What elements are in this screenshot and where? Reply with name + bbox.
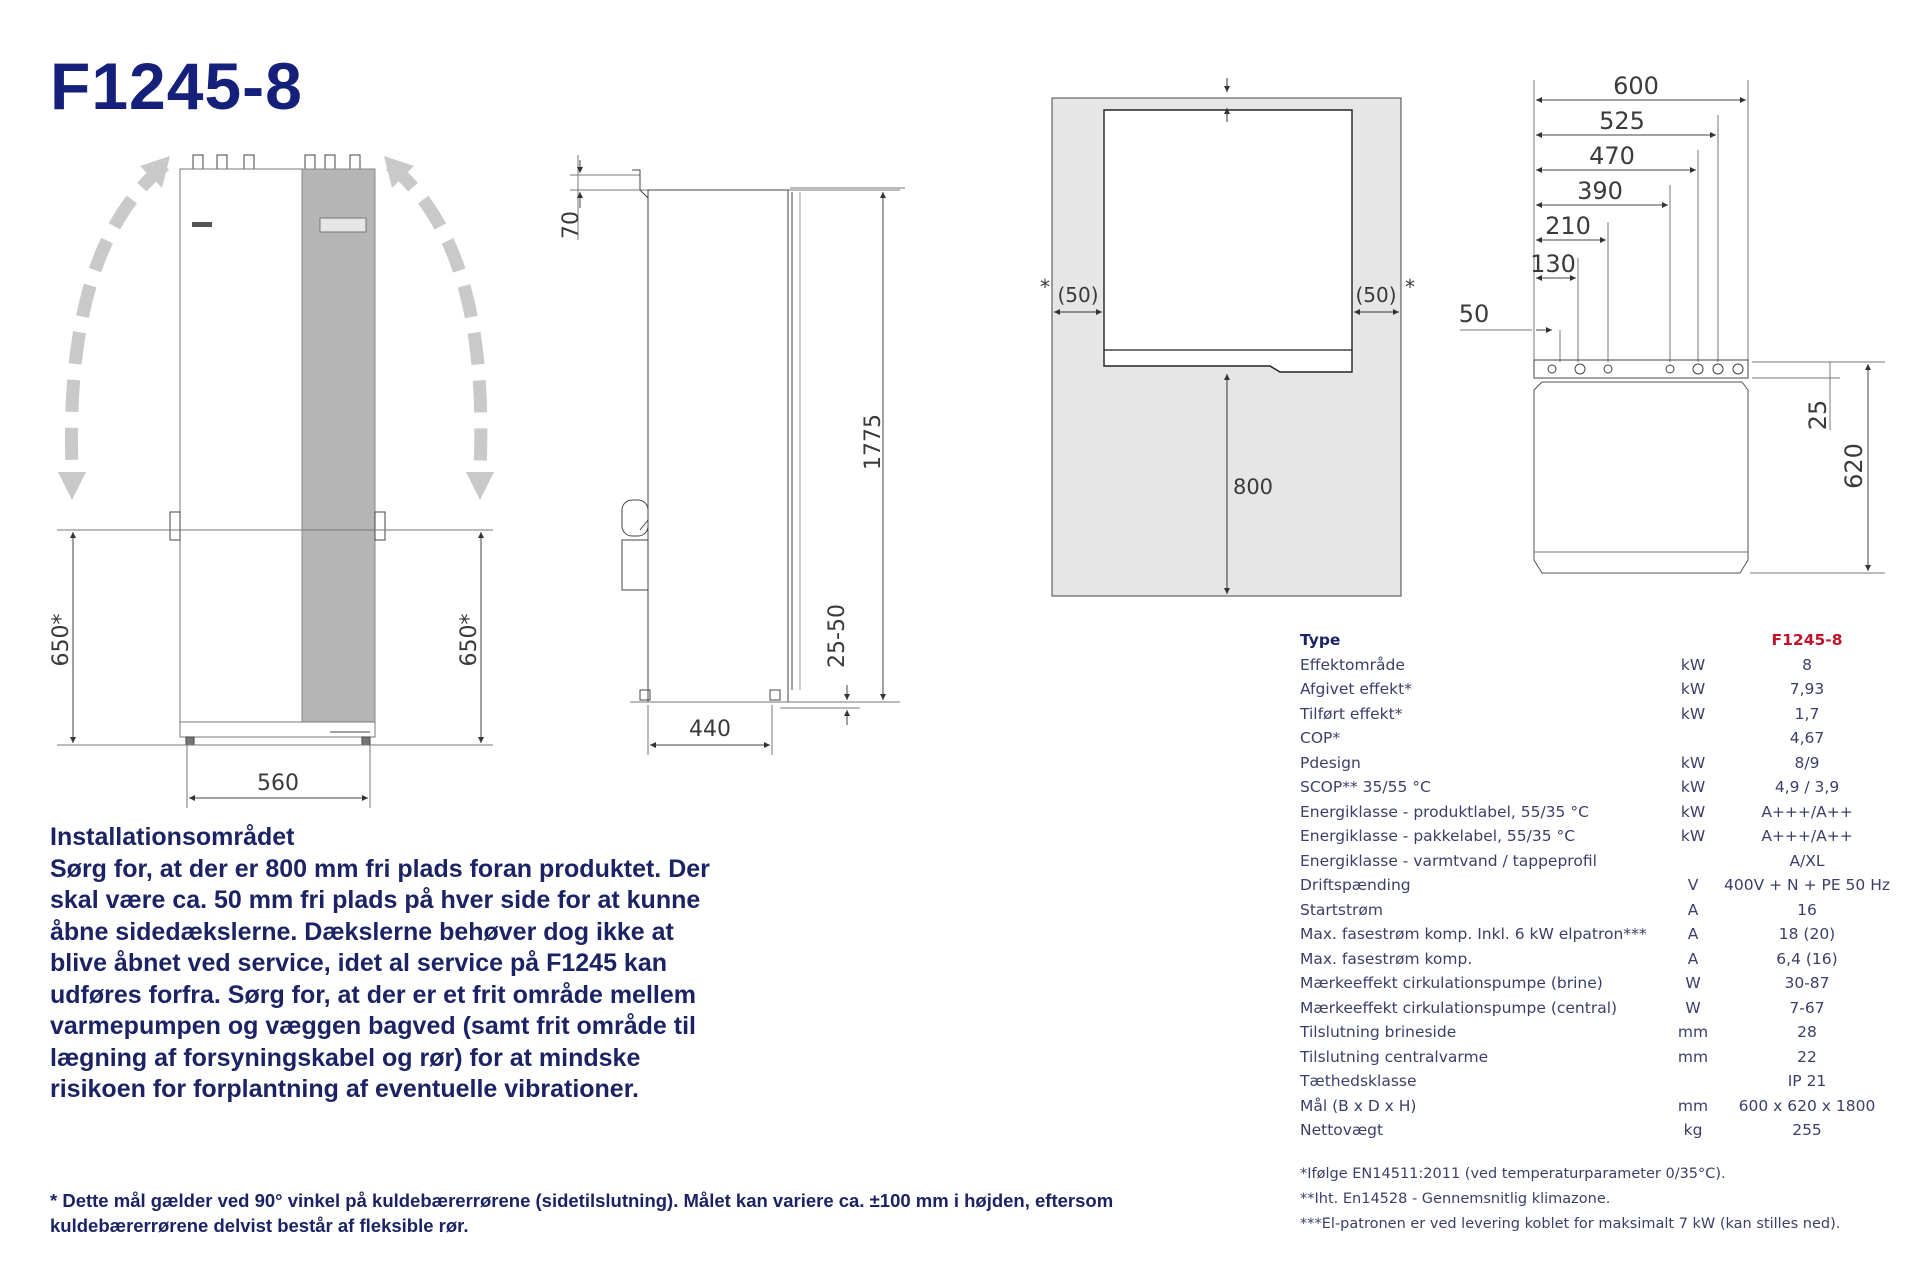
spec-row bbox=[1300, 996, 1890, 1021]
dim-floor-left-gap: (50) bbox=[1057, 283, 1099, 307]
logo bbox=[192, 222, 212, 227]
spec-row bbox=[1300, 751, 1890, 776]
side-view bbox=[570, 155, 905, 755]
spec-unit: V bbox=[1687, 876, 1699, 895]
dim-top-470: 470 bbox=[1589, 142, 1635, 170]
right-door-swing-arrow bbox=[390, 165, 481, 470]
floor-right-star: * bbox=[1405, 275, 1415, 299]
dim-side-depth: 440 bbox=[689, 717, 731, 742]
spec-unit: A bbox=[1687, 900, 1699, 919]
spec-label: Afgivet effekt* bbox=[1300, 680, 1412, 699]
spec-label: Effektområde bbox=[1300, 655, 1405, 674]
spec-unit: mm bbox=[1677, 1047, 1709, 1066]
dim-top-525: 525 bbox=[1599, 107, 1645, 135]
spec-label: Tæthedsklasse bbox=[1300, 1072, 1417, 1091]
top-view bbox=[1460, 80, 1885, 573]
spec-notes bbox=[1300, 1162, 1900, 1237]
dimension-footnote: * Dette mål gælder ved 90° vinkel på kuldebærerrørene (sidetilslutning). Målet kan variere ca. ±100 mm i højden, eftersom kuldebærerrørene delvist består af fleksible rør. bbox=[50, 1190, 1114, 1236]
spec-label: Tilslutning centralvarme bbox=[1300, 1047, 1489, 1066]
spec-unit: kW bbox=[1680, 655, 1706, 674]
spec-value: A+++/A++ bbox=[1761, 802, 1853, 821]
spec-note: **Iht. En14528 - Gennemsnitlig klimazone. bbox=[1300, 1191, 1611, 1207]
side-cabinet bbox=[648, 190, 788, 702]
spec-row bbox=[1300, 1094, 1890, 1119]
spec-row bbox=[1300, 800, 1890, 825]
spec-unit: kW bbox=[1680, 802, 1706, 821]
right-door-arrowhead bbox=[466, 472, 494, 500]
floor-plan bbox=[1052, 78, 1401, 596]
spec-table bbox=[1300, 628, 1890, 1143]
spec-row bbox=[1300, 849, 1890, 874]
spec-row bbox=[1300, 775, 1890, 800]
spec-label: Mærkeeffekt cirkulationspumpe (brine) bbox=[1300, 974, 1603, 993]
spec-value: 22 bbox=[1797, 1047, 1817, 1066]
spec-unit: kW bbox=[1680, 778, 1706, 797]
spec-header-unit bbox=[1662, 628, 1724, 653]
spec-unit: kW bbox=[1680, 753, 1706, 772]
spec-value: 4,9 / 3,9 bbox=[1774, 778, 1840, 797]
spec-unit: kW bbox=[1680, 704, 1706, 723]
spec-value: 7,93 bbox=[1789, 680, 1825, 699]
spec-label: Pdesign bbox=[1300, 753, 1361, 772]
spec-value: 30-87 bbox=[1784, 974, 1830, 993]
left-door-swing-arrow bbox=[71, 165, 165, 470]
spec-row bbox=[1300, 1118, 1890, 1143]
spec-label: Driftspænding bbox=[1300, 876, 1411, 895]
dim-top-210: 210 bbox=[1545, 212, 1591, 240]
spec-value: 8 bbox=[1802, 655, 1812, 674]
spec-label: COP* bbox=[1300, 729, 1341, 748]
spec-header-value: F1245-8 bbox=[1771, 631, 1843, 650]
spec-row bbox=[1300, 1045, 1890, 1070]
spec-label: Tilslutning brineside bbox=[1300, 1023, 1457, 1042]
spec-label: Nettovægt bbox=[1300, 1121, 1384, 1140]
unit-footprint bbox=[1104, 110, 1352, 372]
spec-unit bbox=[1662, 726, 1724, 751]
spec-unit: W bbox=[1685, 998, 1701, 1017]
spec-row bbox=[1300, 922, 1890, 947]
spec-unit: kW bbox=[1680, 827, 1706, 846]
front-view bbox=[57, 155, 494, 808]
top-view-body bbox=[1534, 382, 1748, 573]
spec-row bbox=[1300, 1020, 1890, 1045]
spec-label: SCOP** 35/55 °C bbox=[1300, 778, 1431, 797]
spec-note: *Ifølge EN14511:2011 (ved temperaturparameter 0/35°C). bbox=[1300, 1166, 1726, 1182]
spec-value: 255 bbox=[1792, 1121, 1822, 1140]
dim-floor-front-clearance: 800 bbox=[1232, 475, 1274, 499]
dim-top-25: 25 bbox=[1804, 399, 1832, 431]
spec-row bbox=[1300, 702, 1890, 727]
spec-header-row bbox=[1300, 628, 1890, 653]
floor-left-star: * bbox=[1040, 275, 1050, 299]
spec-row bbox=[1300, 971, 1890, 996]
connection-strip bbox=[1534, 360, 1748, 378]
spec-header-label: Type bbox=[1300, 631, 1341, 650]
product-title: F1245-8 bbox=[50, 49, 303, 123]
spec-row bbox=[1300, 726, 1890, 751]
spec-row bbox=[1300, 677, 1890, 702]
spec-note: ***El-patronen er ved levering koblet for maksimalt 7 kW (kan stilles ned). bbox=[1300, 1216, 1841, 1232]
spec-value: A/XL bbox=[1789, 851, 1825, 870]
spec-value: 28 bbox=[1797, 1023, 1817, 1042]
spec-row bbox=[1300, 824, 1890, 849]
spec-value: 600 x 620 x 1800 bbox=[1738, 1096, 1876, 1115]
display-panel bbox=[320, 218, 366, 232]
spec-label: Max. fasestrøm komp. bbox=[1300, 949, 1473, 968]
dim-top-50: 50 bbox=[1458, 300, 1490, 328]
spec-value: A+++/A++ bbox=[1761, 827, 1853, 846]
spec-unit: W bbox=[1685, 974, 1701, 993]
dim-side-foot-range: 25-50 bbox=[825, 604, 850, 668]
spec-unit: A bbox=[1687, 949, 1699, 968]
dim-side-height: 1775 bbox=[861, 414, 886, 470]
left-door-arrowhead bbox=[58, 472, 86, 500]
installation-section bbox=[50, 822, 710, 1106]
spec-label: Mål (B x D x H) bbox=[1300, 1096, 1417, 1115]
spec-value: 400V + N + PE 50 Hz bbox=[1724, 876, 1890, 895]
spec-label: Energiklasse - varmtvand / tappeprofil bbox=[1300, 851, 1597, 870]
dim-floor-right-gap: (50) bbox=[1355, 283, 1397, 307]
spec-value: 7-67 bbox=[1789, 998, 1825, 1017]
spec-value: 16 bbox=[1797, 900, 1817, 919]
dim-top-600: 600 bbox=[1613, 72, 1659, 100]
spec-value: 4,67 bbox=[1789, 729, 1825, 748]
spec-label: Tilført effekt* bbox=[1300, 704, 1403, 723]
spec-value: 18 (20) bbox=[1778, 925, 1836, 944]
dim-top-390: 390 bbox=[1577, 177, 1623, 205]
spec-row bbox=[1300, 1069, 1890, 1094]
dim-top-130: 130 bbox=[1530, 250, 1576, 278]
installation-heading: Installationsområdet bbox=[50, 823, 295, 851]
spec-label: Startstrøm bbox=[1300, 900, 1383, 919]
spec-value: 1,7 bbox=[1794, 704, 1820, 723]
spec-label: Energiklasse - produktlabel, 55/35 °C bbox=[1300, 802, 1589, 821]
spec-row bbox=[1300, 873, 1890, 898]
dim-front-width: 560 bbox=[257, 771, 299, 796]
spec-label: Energiklasse - pakkelabel, 55/35 °C bbox=[1300, 827, 1576, 846]
dim-top-620: 620 bbox=[1840, 443, 1868, 489]
spec-value: 8/9 bbox=[1794, 753, 1820, 772]
spec-row bbox=[1300, 947, 1890, 972]
spec-row bbox=[1300, 653, 1890, 678]
spec-label: Mærkeeffekt cirkulationspumpe (central) bbox=[1300, 998, 1618, 1017]
spec-row bbox=[1300, 898, 1890, 923]
spec-unit: kW bbox=[1680, 680, 1706, 699]
spec-unit: kg bbox=[1683, 1121, 1703, 1140]
side-panel bbox=[302, 169, 375, 722]
dim-side-top-offset: 70 bbox=[559, 211, 584, 239]
spec-unit: A bbox=[1687, 925, 1699, 944]
spec-unit bbox=[1662, 849, 1724, 874]
dim-front-left-height: 650* bbox=[49, 613, 74, 667]
spec-unit bbox=[1662, 1069, 1724, 1094]
dim-front-right-height: 650* bbox=[457, 613, 482, 667]
spec-value: IP 21 bbox=[1787, 1072, 1827, 1091]
spec-value: 6,4 (16) bbox=[1776, 949, 1838, 968]
installation-body: Sørg for, at der er 800 mm fri plads foran produktet. Der skal være ca. 50 mm fri plads på hver side for at kunne åbne sidedækslerne. Dækslerne behøver dog ikke at blive åbnet ved service, idet al service på F1245 kan udføres forfra. Sørg for, at der er et frit område mellem varmepumpen og væggen bagved (samt frit område til lægning af forsyningskabel og rør) for at mindske risikoen for forplantning af eventuelle vibrationer. bbox=[50, 854, 710, 1103]
spec-unit: mm bbox=[1677, 1023, 1709, 1042]
spec-label: Max. fasestrøm komp. Inkl. 6 kW elpatron*** bbox=[1300, 925, 1647, 944]
spec-unit: mm bbox=[1677, 1096, 1709, 1115]
